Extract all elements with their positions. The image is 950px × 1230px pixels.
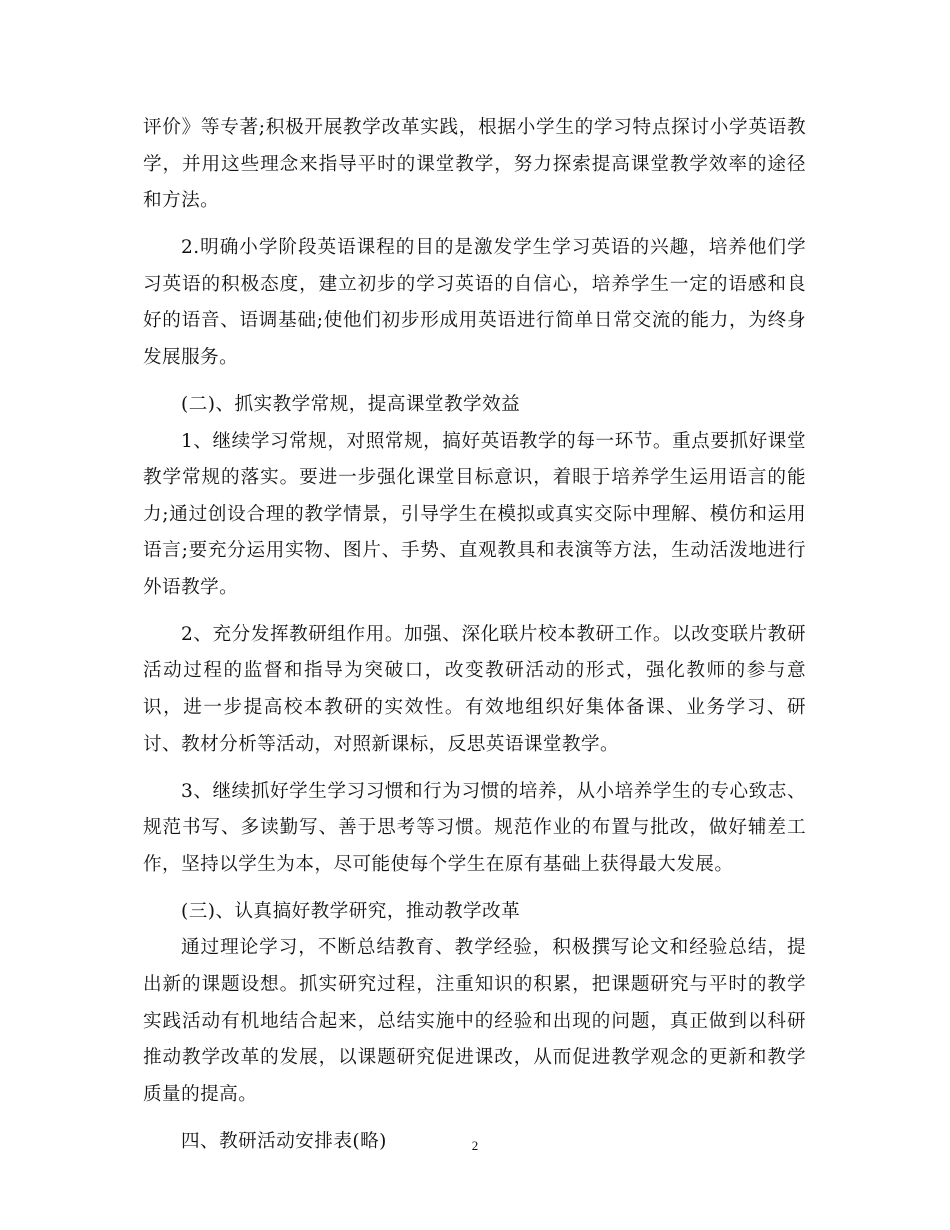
section-heading-teaching-routine: (二)、抓实教学常规，提高课堂教学效益 [181,393,521,415]
paragraph-routine-item-3: 3、继续抓好学生学习习惯和行为习惯的培养，从小培养学生的专心致志、规范书写、多读勤写、善于思考等习惯。规范作业的布置与批改，做好辅差工作，坚持以学生为本，尽可能使每个学生在原有基础上获得最大发展。 [143,780,806,875]
document-body [143,110,806,1160]
page-number: 2 [471,1138,479,1153]
paragraph-routine-item-1: 1、继续学习常规，对照常规，搞好英语教学的每一环节。重点要抓好课堂教学常规的落实。要进一步强化课堂目标意识，着眼于培养学生运用语言的能力;通过创设合理的教学情景，引导学生在模拟或真实交际中理解、模仿和运用语言;要充分运用实物、图片、手势、直观教具和表演等方法，生动活泼地进行外语教学。 [143,430,806,598]
section-heading-schedule: 四、教研活动安排表(略) [181,1130,387,1152]
paragraph-methods-continued: 评价》等专著;积极开展教学改革实践，根据小学生的学习特点探讨小学英语教学，并用这些理念来指导平时的课堂教学，努力探索提高课堂教学效率的途径和方法。 [143,117,806,212]
paragraph-routine-item-2: 2、充分发挥教研组作用。加强、深化联片校本教研工作。以改变联片教研活动过程的监督和指导为突破口，改变教研活动的形式，强化教师的参与意识，进一步提高校本教研的实效性。有效地组织好集体备课、业务学习、研讨、教材分析等活动，对照新课标，反思英语课堂教学。 [143,623,806,755]
paragraph-course-goal: 2.明确小学阶段英语课程的目的是激发学生学习英语的兴趣，培养他们学习英语的积极态度，建立初步的学习英语的自信心，培养学生一定的语感和良好的语音、语调基础;使他们初步形成用英语进行简单日常交流的能力，为终身发展服务。 [143,237,806,368]
paragraph-research: 通过理论学习，不断总结教育、教学经验，积极撰写论文和经验总结，提出新的课题设想。抓实研究过程，注重知识的积累，把课题研究与平时的教学实践活动有机地结合起来，总结实施中的经验和出现的问题，真正做到以科研推动教学改革的发展，以课题研究促进课改，从而促进教学观念的更新和教学质量的提高。 [143,937,806,1105]
section-heading-teaching-research: (三)、认真搞好教学研究，推动教学改革 [181,900,521,922]
